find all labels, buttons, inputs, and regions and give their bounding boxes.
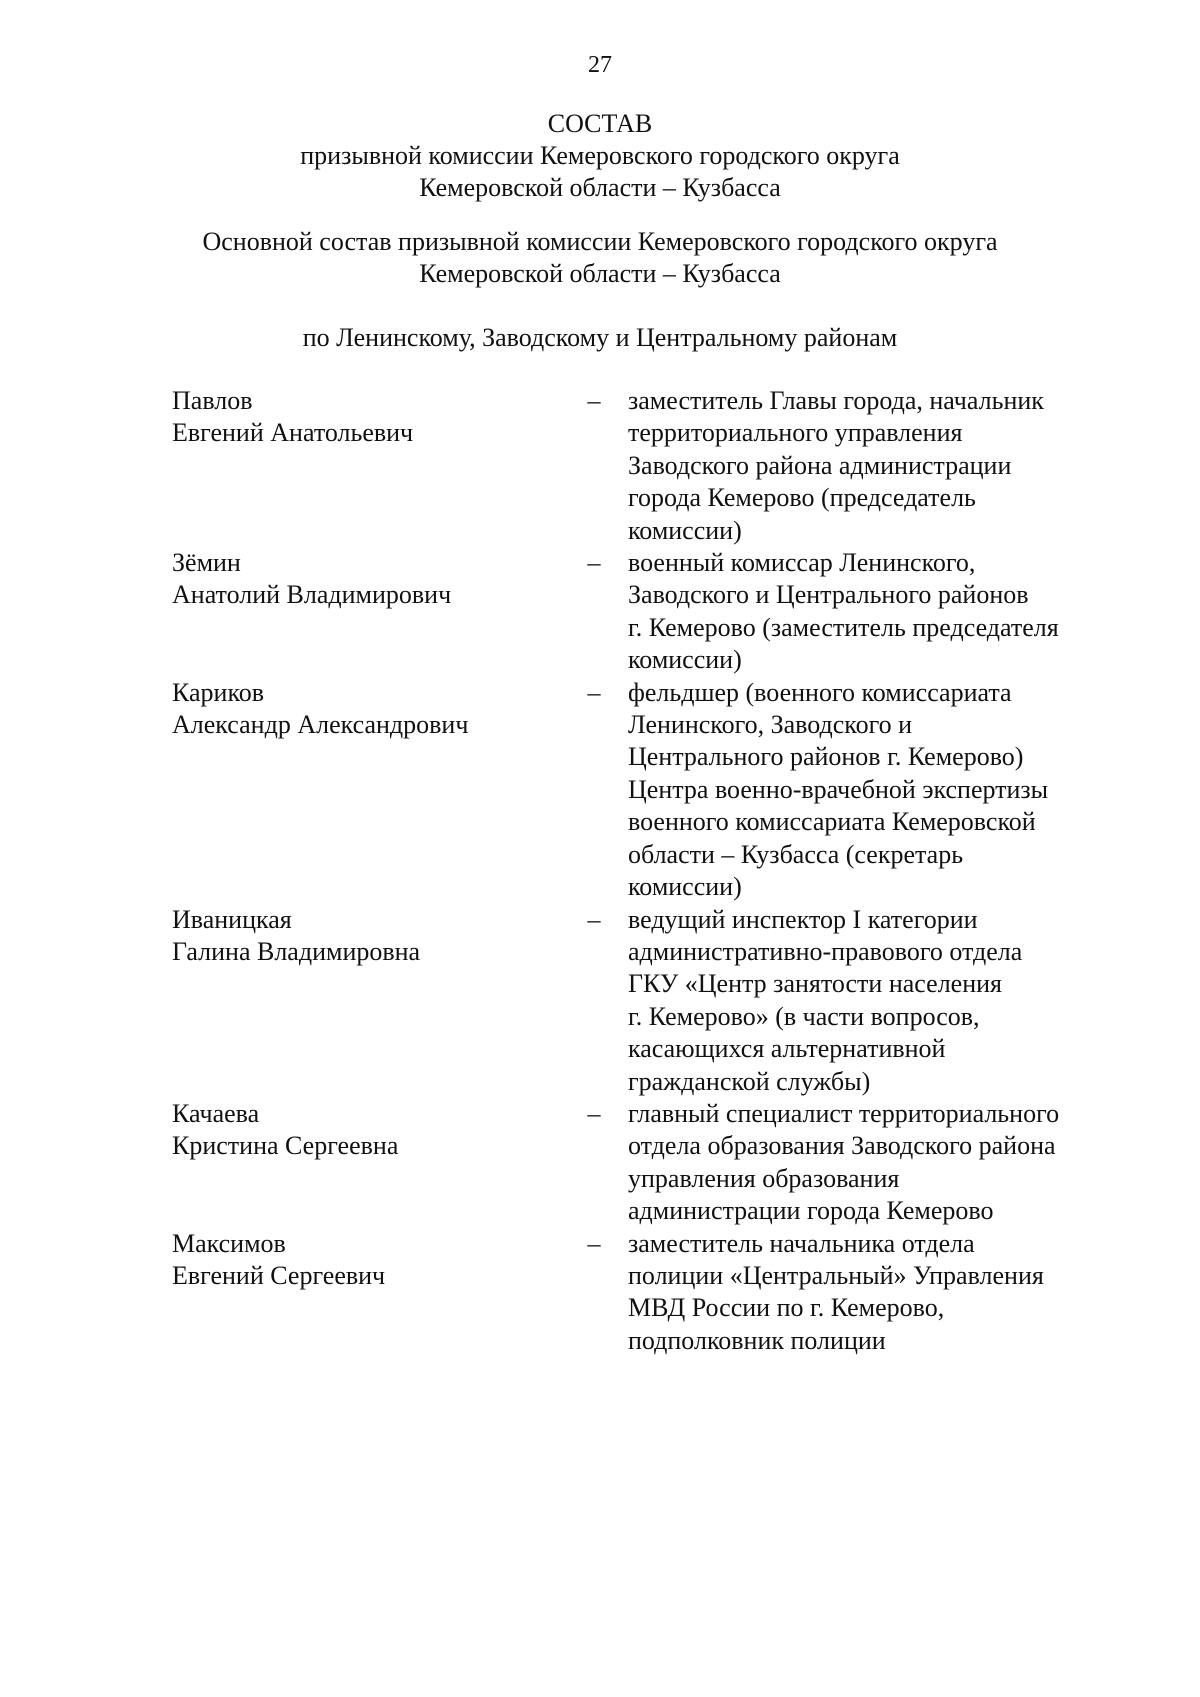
member-role-line: территориального управления xyxy=(628,418,963,448)
member-surname: Максимов xyxy=(172,1228,286,1258)
member-role-line: административно-правового отдела xyxy=(628,936,1023,966)
member-given-names: Александр Александрович xyxy=(172,710,469,740)
member-role-line: ведущий инспектор I категории xyxy=(628,904,978,934)
member-entry xyxy=(172,547,1102,677)
member-role-line: главный специалист территориального xyxy=(628,1098,1060,1128)
member-entry xyxy=(172,677,1102,904)
member-role-line: заместитель начальника отдела xyxy=(628,1228,975,1258)
member-entry xyxy=(172,385,1102,547)
member-role-line: управления образования xyxy=(628,1163,900,1193)
member-role-line: города Кемерово (председатель xyxy=(628,483,976,513)
member-role-line: полиции «Центральный» Управления xyxy=(628,1260,1044,1290)
member-role-line: г. Кемерово» (в части вопросов, xyxy=(628,1001,980,1031)
member-role-line: Заводского района администрации xyxy=(628,450,1012,480)
member-role-line: комиссии) xyxy=(628,645,742,675)
member-role-line: заместитель Главы города, начальник xyxy=(628,386,1044,415)
dash-separator: – xyxy=(587,1228,601,1258)
member-role xyxy=(616,385,1102,547)
title-line: призывной комиссии Кемеровского городского округа xyxy=(300,141,900,170)
member-name xyxy=(172,677,572,904)
member-role-line: области – Кузбасса (секретарь xyxy=(628,839,964,869)
section-heading xyxy=(0,226,1200,290)
member-entry xyxy=(172,1098,1102,1228)
member-role-line: Центрального районов г. Кемерово) xyxy=(628,742,1024,772)
member-surname: Зёмин xyxy=(172,548,241,578)
member-role-line: Центра военно-врачебной экспертизы xyxy=(628,774,1049,804)
title-line: СОСТАВ xyxy=(547,109,653,138)
member-surname: Иваницкая xyxy=(172,904,292,934)
member-surname: Кариков xyxy=(172,677,265,707)
member-role-line: гражданской службы) xyxy=(628,1066,871,1096)
member-role xyxy=(616,1228,1102,1358)
member-entry xyxy=(172,1228,1102,1358)
member-given-names: Евгений Сергеевич xyxy=(172,1260,386,1290)
document-title xyxy=(0,108,1200,204)
page-number: 27 xyxy=(588,52,612,78)
member-name xyxy=(172,904,572,1098)
member-surname: Качаева xyxy=(172,1098,260,1128)
member-entry xyxy=(172,904,1102,1098)
member-role xyxy=(616,677,1102,904)
dash-separator: – xyxy=(587,677,601,707)
members-list xyxy=(172,385,1102,1357)
section-heading-line: Кемеровской области – Кузбасса xyxy=(419,259,781,288)
section-heading-line: Основной состав призывной комиссии Кемеровского городского округа xyxy=(202,227,998,256)
district-heading: по Ленинскому, Заводскому и Центральному районам xyxy=(302,323,898,352)
member-given-names: Анатолий Владимирович xyxy=(172,580,452,610)
member-role-line: фельдшер (военного комиссариата xyxy=(628,677,1012,707)
member-given-names: Галина Владимировна xyxy=(172,936,421,966)
member-role-line: МВД России по г. Кемерово, xyxy=(628,1293,945,1323)
dash-separator: – xyxy=(587,548,601,578)
member-role-line: администрации города Кемерово xyxy=(628,1196,994,1226)
member-role-line: военный комиссар Ленинского, xyxy=(628,548,976,578)
dash-separator: – xyxy=(587,386,601,415)
member-role-line: Заводского и Центрального районов xyxy=(628,580,1029,610)
member-name xyxy=(172,385,572,547)
member-role-line: касающихся альтернативной xyxy=(628,1034,946,1064)
member-role xyxy=(616,904,1102,1098)
dash-separator: – xyxy=(587,904,601,934)
member-role-line: комиссии) xyxy=(628,872,742,902)
member-role-line: военного комиссариата Кемеровской xyxy=(628,807,1036,837)
member-surname: Павлов xyxy=(172,386,253,415)
member-given-names: Кристина Сергеевна xyxy=(172,1131,399,1161)
member-name xyxy=(172,547,572,677)
member-role-line: Ленинского, Заводского и xyxy=(628,710,913,740)
member-role xyxy=(616,547,1102,677)
member-role-line: ГКУ «Центр занятости населения xyxy=(628,969,1002,999)
title-line: Кемеровской области – Кузбасса xyxy=(419,173,781,202)
member-name xyxy=(172,1098,572,1228)
member-role-line: комиссии) xyxy=(628,515,742,545)
member-role xyxy=(616,1098,1102,1228)
member-given-names: Евгений Анатольевич xyxy=(172,418,414,448)
dash-separator: – xyxy=(587,1098,601,1128)
member-role-line: г. Кемерово (заместитель председателя xyxy=(628,612,1059,642)
member-name xyxy=(172,1228,572,1358)
member-role-line: подполковник полиции xyxy=(628,1325,886,1355)
member-role-line: отдела образования Заводского района xyxy=(628,1131,1056,1161)
